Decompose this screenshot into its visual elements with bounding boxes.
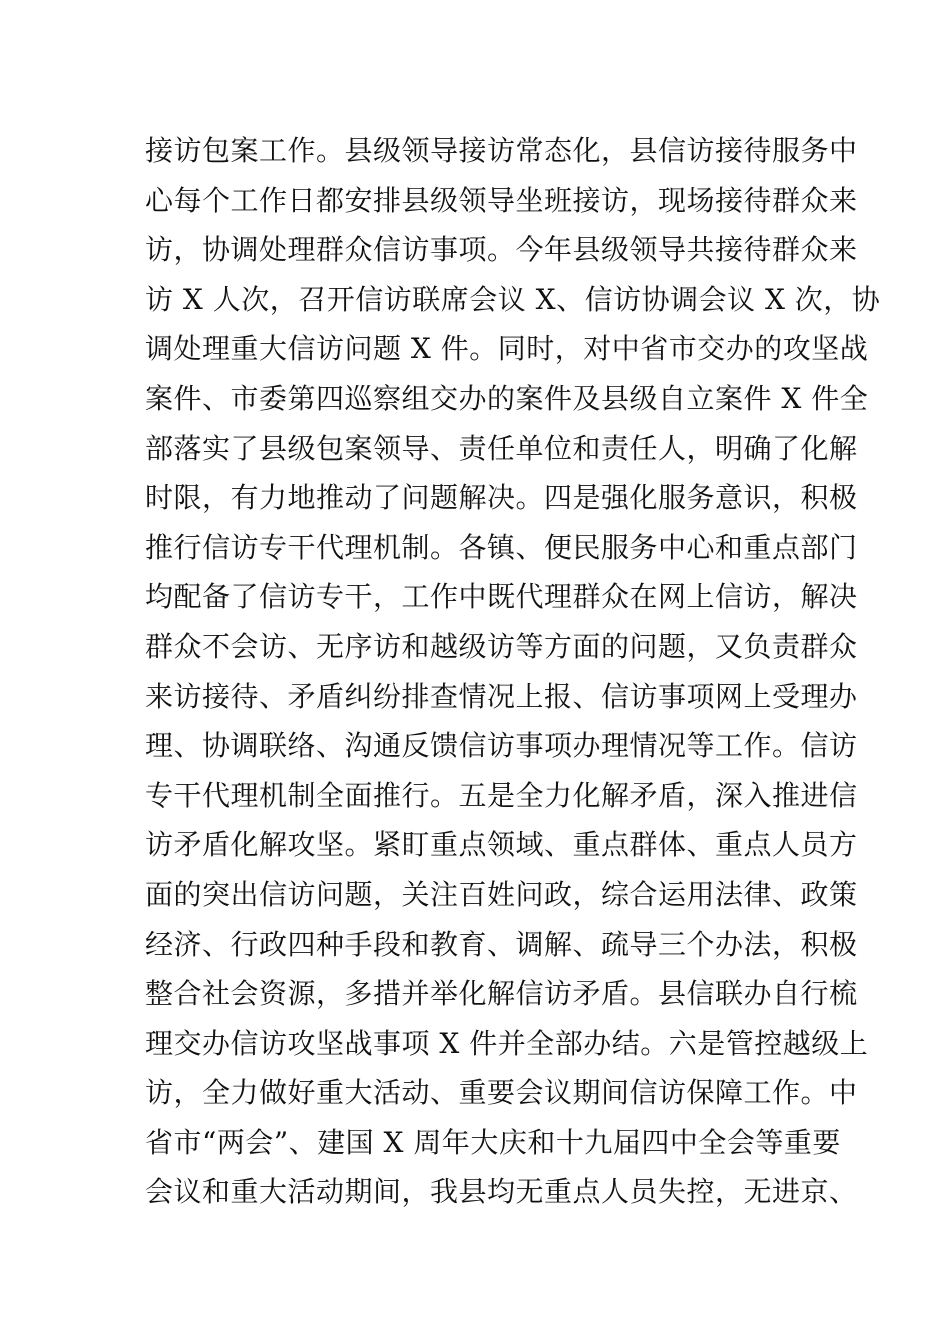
text-line: 案件、市委第四巡察组交办的案件及县级自立案件 X 件全 (145, 381, 869, 415)
text-line: 时限，有力地推动了问题解决。四是强化服务意识，积极 (145, 481, 858, 515)
text-line: 专干代理机制全面推行。五是全力化解矛盾，深入推进信 (145, 778, 858, 812)
text-line: 部落实了县级包案领导、责任单位和责任人，明确了化解 (145, 431, 858, 465)
text-line: 访 X 人次，召开信访联席会议 X、信访协调会议 X 次，协 (145, 282, 881, 316)
text-line: 推行信访专干代理机制。各镇、便民服务中心和重点部门 (145, 530, 858, 564)
text-line: 访，全力做好重大活动、重要会议期间信访保障工作。中 (145, 1076, 858, 1110)
text-line: 访，协调处理群众信访事项。今年县级领导共接待群众来 (145, 233, 858, 267)
text-line: 会议和重大活动期间，我县均无重点人员失控，无进京、 (145, 1175, 858, 1209)
text-line: 理交办信访攻坚战事项 X 件并全部办结。六是管控越级上 (145, 1026, 869, 1060)
body-text (145, 126, 881, 1217)
text-line: 均配备了信访专干，工作中既代理群众在网上信访，解决 (145, 580, 858, 614)
text-line: 访矛盾化解攻坚。紧盯重点领域、重点群体、重点人员方 (145, 828, 858, 862)
text-line: 整合社会资源，多措并举化解信访矛盾。县信联办自行梳 (145, 977, 858, 1011)
text-line: 来访接待、矛盾纠纷排查情况上报、信访事项网上受理办 (145, 679, 858, 713)
text-line: 心每个工作日都安排县级领导坐班接访，现场接待群众来 (145, 183, 858, 217)
text-line: 调处理重大信访问题 X 件。同时，对中省市交办的攻坚战 (145, 332, 869, 366)
text-line: 面的突出信访问题，关注百姓问政，综合运用法律、政策 (145, 877, 858, 911)
text-line: 接访包案工作。县级领导接访常态化，县信访接待服务中 (145, 134, 858, 167)
text-line: 理、协调联络、沟通反馈信访事项办理情况等工作。信访 (145, 729, 858, 763)
text-line: 群众不会访、无序访和越级访等方面的问题，又负责群众 (145, 629, 858, 663)
text-line: 经济、行政四种手段和教育、调解、疏导三个办法，积极 (145, 927, 858, 961)
text-line: 省市“两会”、建国 X 周年大庆和十九届四中全会等重要 (145, 1125, 841, 1159)
